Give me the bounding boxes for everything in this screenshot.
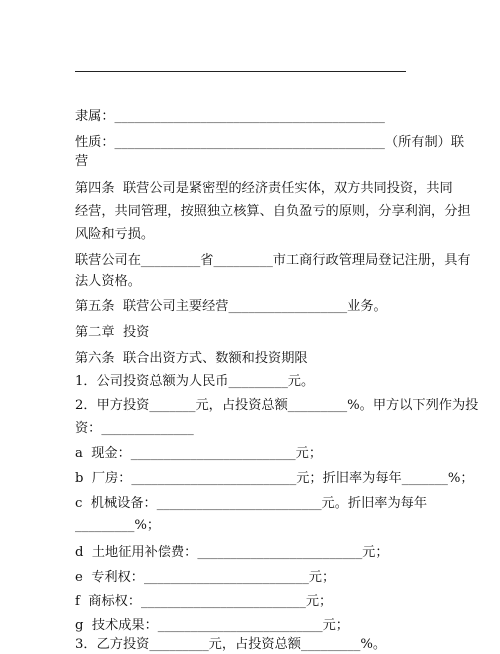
party-a-investment-cont: 资：______________: [75, 421, 194, 436]
affiliation-line: 隶属：_________________________________________: [75, 109, 385, 124]
party-a-investment-line: 2．甲方投资_______元，占投资总额_________%。甲方以下列作为投: [75, 398, 479, 413]
article-4-line-1: 第四条 联营公司是紧密型的经济责任实体，双方共同投资，共同: [75, 181, 453, 196]
item-c-machinery-cont: _________%；: [75, 518, 161, 533]
item-c-machinery: c 机械设备：_________________________元。折旧率为每年: [75, 496, 428, 511]
article-5-line: 第五条 联营公司主要经营__________________业务。: [75, 299, 387, 314]
item-e-patent: e 专利权：_________________________元；: [75, 570, 336, 585]
nature-line-cont: 营: [75, 154, 89, 169]
item-b-factory: b 厂房：_________________________元；折旧率为每年_______%；: [75, 471, 474, 486]
chapter-2-heading: 第二章 投资: [75, 325, 150, 340]
top-rule-line: [75, 71, 406, 72]
nature-line: 性质：_________________________________________（所有制）联: [75, 135, 465, 150]
item-a-cash: a 现金：_________________________元；: [75, 446, 323, 461]
article-4-line-2: 经营，共同管理，按照独立核算、自负盈亏的原则，分享利润，分担: [75, 204, 471, 219]
article-6-line: 第六条 联合出资方式、数额和投资期限: [75, 351, 308, 366]
party-b-investment-line: 3．乙方投资_________元，占投资总额_________%。: [75, 637, 387, 652]
item-f-trademark: f 商标权：_________________________元；: [75, 594, 333, 609]
registration-line-1: 联营公司在_________省_________市工商行政管理局登记注册，具有: [75, 253, 471, 268]
total-investment-line: 1．公司投资总额为人民币_________元。: [75, 374, 315, 389]
registration-line-2: 法人资格。: [75, 274, 141, 289]
article-4-line-3: 风险和亏损。: [75, 227, 155, 242]
item-g-technology: g 技术成果：_________________________元；: [75, 618, 349, 633]
item-d-land: d 土地征用补偿费：_________________________元；: [75, 545, 389, 560]
